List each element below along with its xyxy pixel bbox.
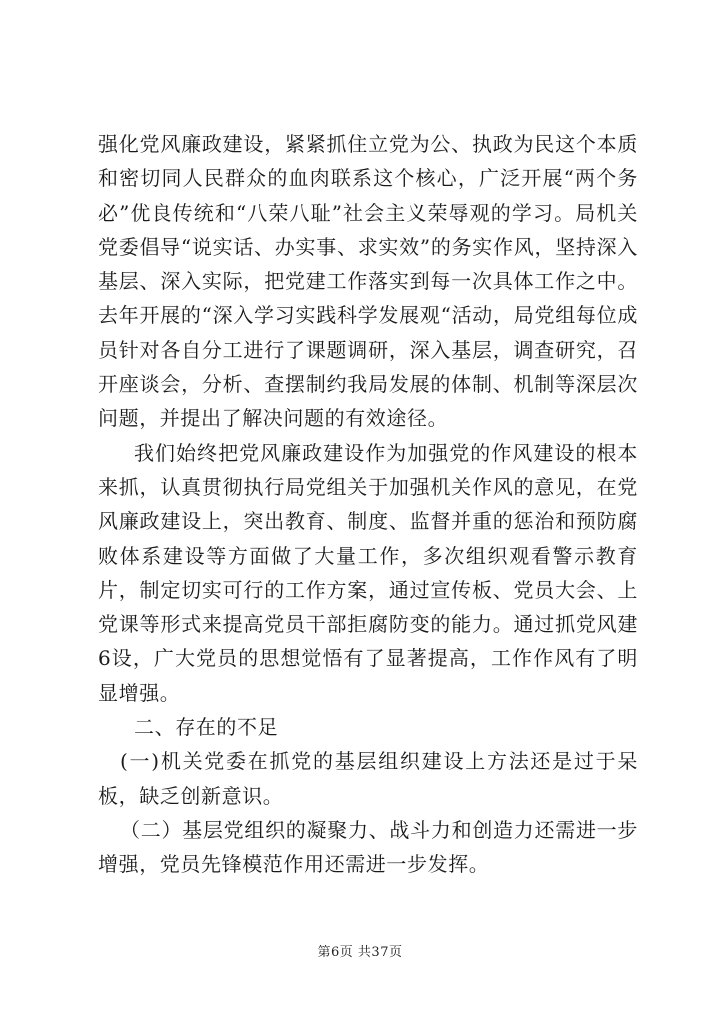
document-body (98, 127, 638, 882)
paragraph-2: 我们始终把党风廉政建设作为加强党的作风建设的根本来抓，认真贯彻执行局党组关于加强机关作风的意见，在党风廉政建设上，突出教育、制度、监督并重的惩治和预防腐败体系建设等方面做了大量工作，多次组织观看警示教育片，制定切实可行的工作方案，通过宣传板、党员大会、上党课等形式来提高党员干部拒腐防变的能力。通过抓党风建6设，广大党员的思想觉悟有了显著提高，工作作风有了明显增强。 (98, 440, 638, 705)
page-footer (0, 941, 720, 960)
section-heading: 二、存在的不足 (134, 715, 279, 740)
page-number-label: 第6页 共37页 (317, 945, 403, 960)
paragraph-4: （二）基层党组织的凝聚力、战斗力和创造力还需进一步增强，党员先锋模范作用还需进一步发挥。 (98, 817, 638, 877)
paragraph-1: 强化党风廉政建设，紧紧抓住立党为公、执政为民这个本质和密切同人民群众的血肉联系这个核心，广泛开展“两个务必”优良传统和“八荣八耻”社会主义荣辱观的学习。局机关党委倡导“说实话、办实事、求实效”的务实作风，坚持深入基层、深入实际，把党建工作落实到每一次具体工作之中。去年开展的“深入学习实践科学发展观“活动，局党组每位成员针对各自分工进行了课题调研，深入基层，调查研究，召开座谈会，分析、查摆制约我局发展的体制、机制等深层次问题，并提出了解决问题的有效途径。 (98, 132, 638, 431)
paragraph-3: (一)机关党委在抓党的基层组织建设上方法还是过于呆板，缺乏创新意识。 (98, 749, 638, 808)
